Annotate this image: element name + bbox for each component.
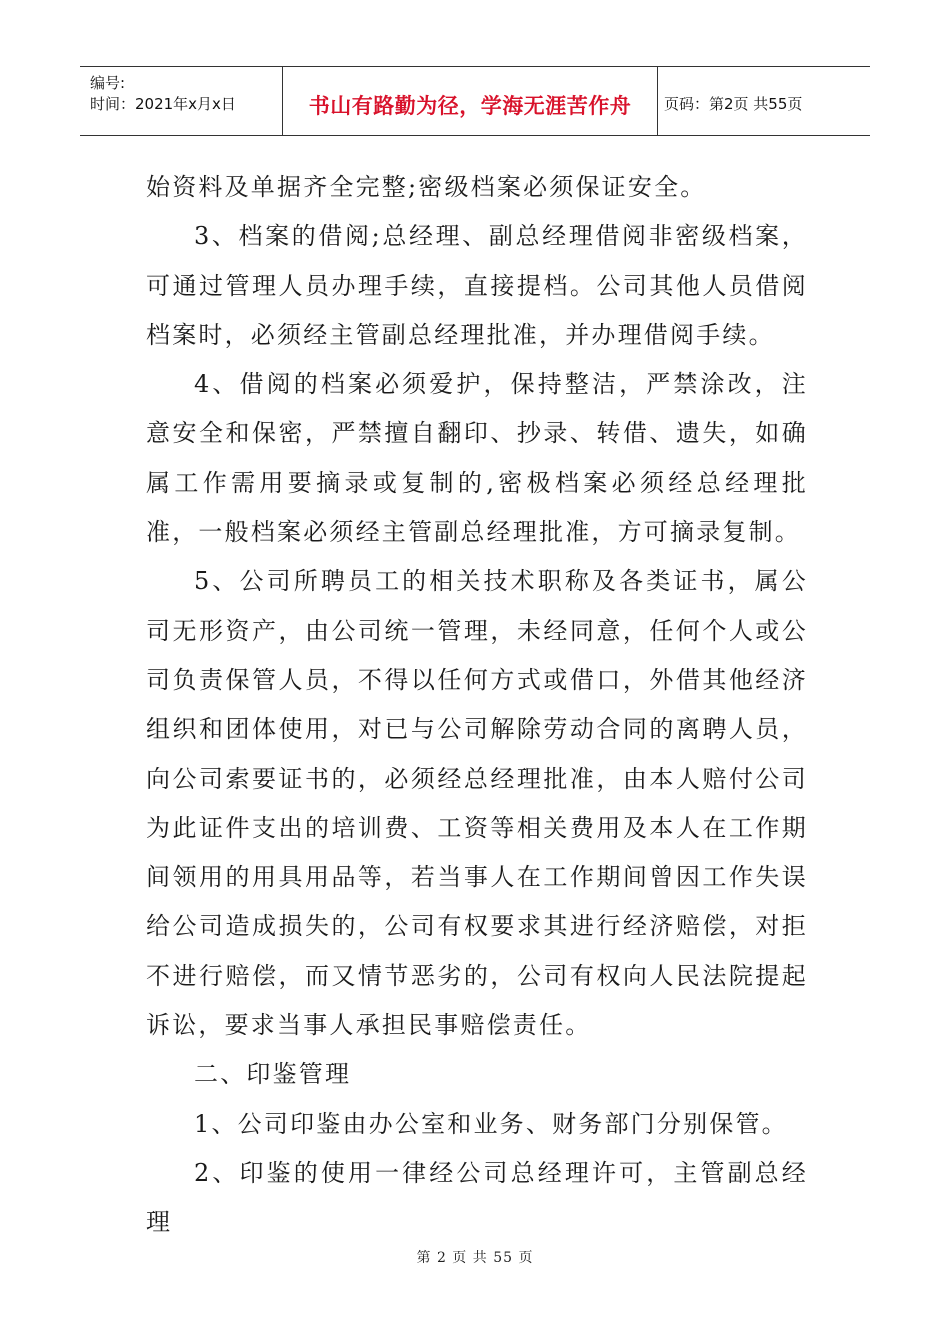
section-heading-seal-management: 二、印鉴管理 xyxy=(194,1060,352,1089)
paragraph-archive-care: 4、借阅的档案必须爱护，保持整洁，严禁涂改，注意安全和保密，严禁擅自翻印、抄录、转借、遗失，如确属工作需用要摘录或复制的,密极档案必须经总经理批准，一般档案必须经主管副总经理批准，方可摘录复制。 xyxy=(146,370,808,547)
header-page-label: 页码：第2页 共55页 xyxy=(664,94,803,113)
page-header xyxy=(80,66,870,136)
header-motto: 书山有路勤为径，学海无涯苦作舟 xyxy=(283,67,658,135)
paragraph-certificates: 5、公司所聘员工的相关技术职称及各类证书，属公司无形资产，由公司统一管理，未经同意，任何个人或公司负责保管人员，不得以任何方式或借口，外借其他经济组织和团体使用，对已与公司解除劳动合同的离聘人员，向公司索要证书的，必须经总经理批准，由本人赔付公司为此证件支出的培训费、工资等相关费用及本人在工作期间领用的用具用品等，若当事人在工作期间曾因工作失误给公司造成损失的，公司有权要求其进行经济赔偿，对拒不进行赔偿，而又情节恶劣的，公司有权向人民法院提起诉讼，要求当事人承担民事赔偿责任。 xyxy=(146,567,808,1040)
document-body xyxy=(146,163,808,1248)
header-meta xyxy=(80,67,283,135)
number-label: 编号: xyxy=(90,74,126,92)
paragraph-seal-custody: 1、公司印鉴由办公室和业务、财务部门分别保管。 xyxy=(194,1109,788,1138)
paragraph-archive-borrowing: 3、档案的借阅;总经理、副总经理借阅非密级档案，可通过管理人员办理手续，直接提档。公司其他人员借阅档案时，必须经主管副总经理批准，并办理借阅手续。 xyxy=(146,222,808,349)
paragraph-continuation: 始资料及单据齐全完整;密级档案必须保证安全。 xyxy=(146,173,707,201)
time-label: 时间：2021年x月x日 xyxy=(90,95,236,113)
page-footer: 第 2 页 共 55 页 xyxy=(416,1250,534,1266)
paragraph-seal-usage: 2、印鉴的使用一律经公司总经理许可，主管副总经理 xyxy=(146,1158,808,1237)
